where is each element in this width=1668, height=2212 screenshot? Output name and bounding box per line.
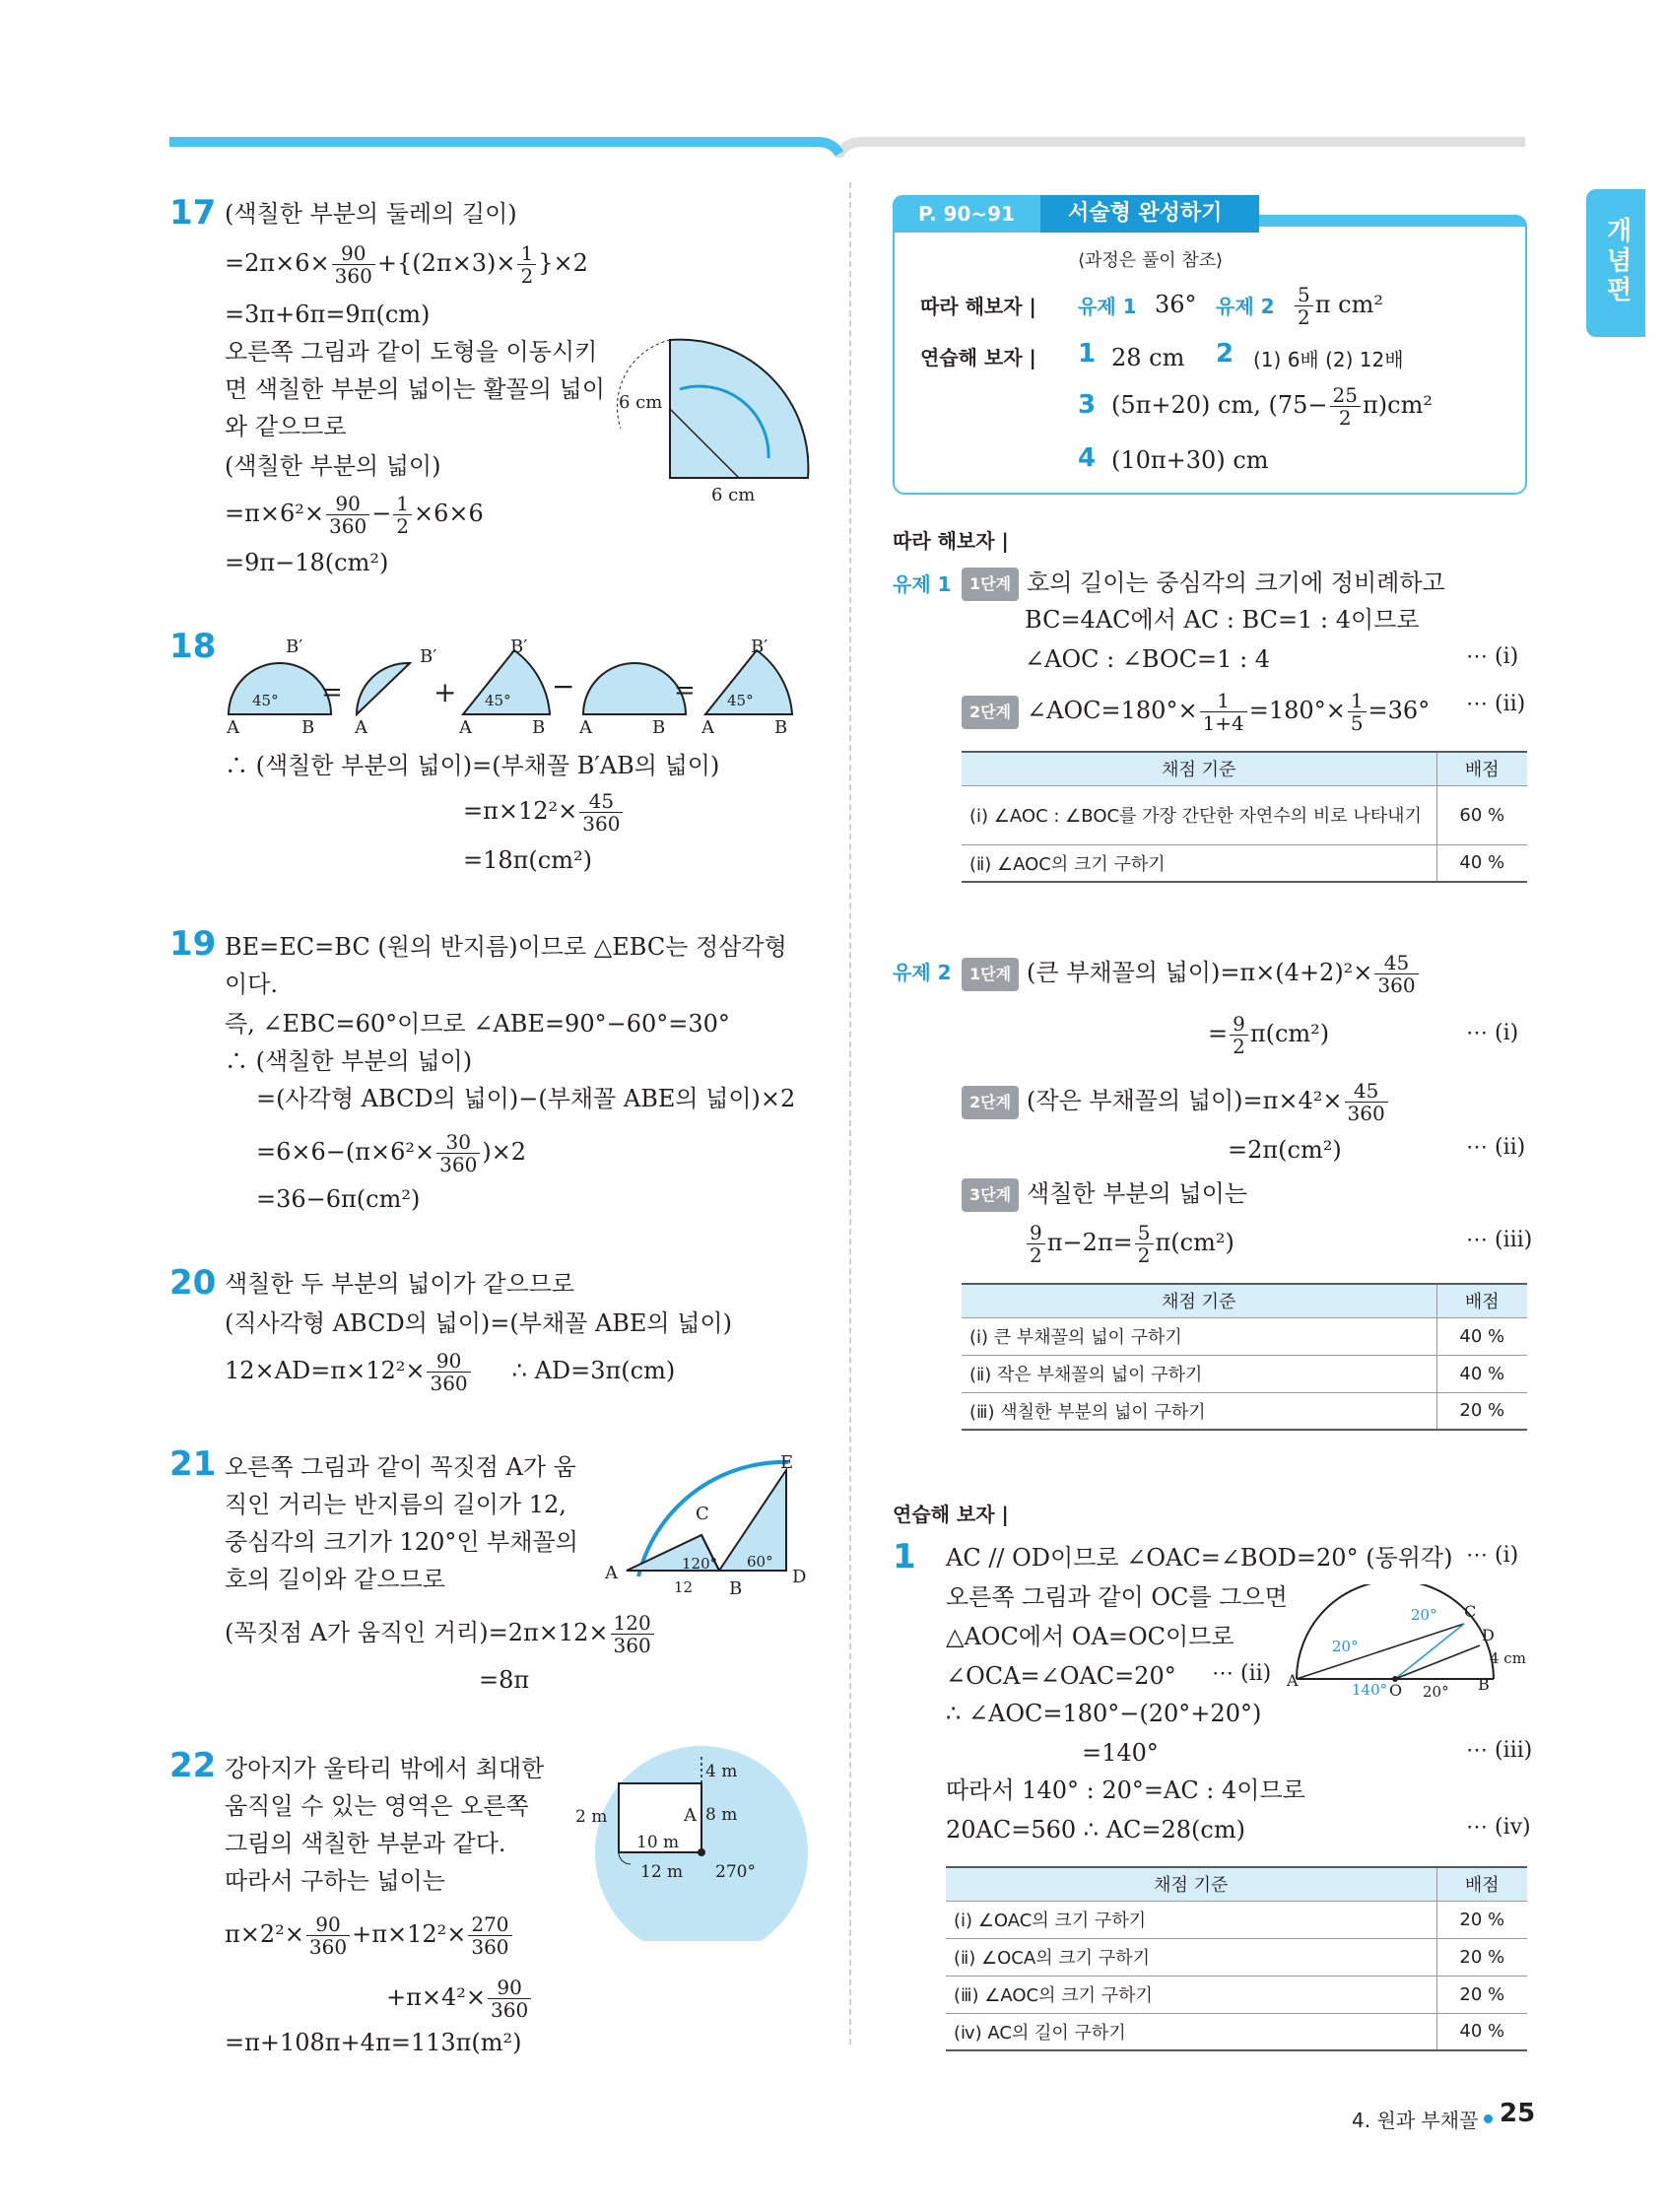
p18-fig-B3: B′ [510, 637, 528, 657]
p21-line4: 호의 길이와 같으므로 [225, 1566, 445, 1593]
follow-y1-step1-line2: BC=4AC에서 AC : BC=1 : 4이므로 [1025, 606, 1420, 634]
t3-row2: (ⅱ) ∠OCA의 크기 구하기 [946, 1938, 1436, 1976]
practice-fig-4cm: 4 cm [1490, 1649, 1526, 1667]
problem-20-number: 20 [169, 1263, 217, 1303]
p18-fig-A3: A [459, 717, 472, 738]
t2-row3-score: 20 % [1436, 1392, 1527, 1430]
footer-dot [1484, 2114, 1493, 2123]
follow-y1-step2: 2단계 ∠AOC=180°× $\frac{1}{1+4}$ =180°× $\frac{1}{5}$ =36° [962, 690, 1430, 734]
problem-19-number: 19 [169, 924, 217, 964]
t2-row3: (ⅲ) 색칠한 부분의 넓이 구하기 [962, 1392, 1436, 1430]
p21-line5: (꼭짓점 A가 움직인 거리)=2π×12× $\frac{120}{360}$ [225, 1612, 656, 1656]
t1-head-score: 배점 [1436, 752, 1527, 785]
p22-line5: π×2²× $\frac{90}{360}$ +π×12²× $\frac{270}{360}$ [225, 1913, 514, 1958]
p18-fig-A1: A [227, 717, 239, 738]
practice-line8: 20AC=560 ∴ AC=28(cm) [946, 1816, 1245, 1843]
summary-a3-value: (5π+20) cm, (75− $\frac{25}{2}$ π)cm² [1111, 383, 1433, 430]
p21-fig-B: B [729, 1578, 743, 1599]
summary-tab-bar [1259, 215, 1527, 227]
t2-row2: (ⅱ) 작은 부채꼴의 넓이 구하기 [962, 1355, 1436, 1392]
follow-mark-i: ⋯ (ⅰ) [1466, 644, 1519, 669]
practice-mark-ii: ⋯ (ⅱ) [1212, 1661, 1272, 1686]
practice-line7: 따라서 140° : 20°=AC : 4이므로 [946, 1776, 1305, 1804]
p22-line2: 움직일 수 있는 영역은 오른쪽 [225, 1792, 529, 1820]
t3-head-score: 배점 [1436, 1867, 1527, 1901]
p17-line1: (색칠한 부분의 둘레의 길이) [225, 200, 517, 228]
column-divider [849, 182, 851, 2044]
practice-line6: =140° [1082, 1739, 1159, 1767]
t1-row2: (ⅱ) ∠AOC의 크기 구하기 [962, 844, 1436, 882]
p18-fig-ang5: 45° [727, 692, 754, 709]
practice-heading: 연습해 보자 | [893, 1503, 1009, 1526]
t3-row3-score: 20 % [1436, 1976, 1527, 2013]
t3-row3: (ⅲ) ∠AOC의 크기 구하기 [946, 1976, 1436, 2013]
practice-fig-140: 140° [1352, 1681, 1388, 1699]
p21-fig-D: D [792, 1567, 807, 1587]
p17-line6: 와 같으므로 [225, 413, 347, 440]
practice-fig-D: D [1482, 1626, 1495, 1644]
p20-line3: 12×AD=π×12²× $\frac{90}{360}$ ∴ AD=3π(cm) [225, 1349, 676, 1395]
follow-y2-step2: 2단계 (작은 부채꼴의 넓이)=π×4²× $\frac{45}{360}$ [962, 1080, 1390, 1124]
practice-line5: ∴ ∠AOC=180°−(20°+20°) [946, 1700, 1262, 1727]
p17-line5: 면 색칠한 부분의 넓이는 활꼴의 넓이 [225, 375, 605, 403]
summary-a3-num: 3 [1078, 390, 1097, 420]
header-bar [0, 128, 1668, 158]
p19-line1: BE=EC=BC (원의 반지름)이므로 △EBC는 정삼각형 [225, 933, 787, 961]
p22-line3: 그림의 색칠한 부분과 같다. [225, 1830, 506, 1857]
p21-line6: =8π [479, 1666, 530, 1694]
p21-fig-ang60: 60° [747, 1553, 773, 1571]
p22-fig-A: A [684, 1805, 697, 1826]
summary-a4-value: (10π+30) cm [1111, 446, 1269, 474]
p17-line4: 오른쪽 그림과 같이 도형을 이동시키 [225, 338, 598, 366]
follow-y2-step1-result: = $\frac{9}{2}$ π(cm²) [1208, 1012, 1330, 1058]
p22-fig-4m: 4 m [705, 1762, 738, 1781]
summary-a2-value: (1) 6배 (2) 12배 [1253, 348, 1404, 371]
summary-a1-value: 28 cm [1111, 344, 1185, 371]
practice-mark-iv: ⋯ (ⅳ) [1466, 1815, 1531, 1840]
footer-chapter: 4. 원과 부채꼴 [1352, 2109, 1479, 2132]
t2-head-score: 배점 [1436, 1284, 1527, 1317]
problem-22-number: 22 [169, 1746, 217, 1785]
p22-line1: 강아지가 울타리 밖에서 최대한 [225, 1755, 545, 1782]
follow-y1-step1-line3: ∠AOC : ∠BOC=1 : 4 [1025, 645, 1271, 673]
p17-fig-label-6cm-left: 6 cm [619, 392, 663, 413]
p21-line1: 오른쪽 그림과 같이 꼭짓점 A가 움 [225, 1453, 576, 1481]
p22-fig-2m: 2 m [575, 1807, 608, 1827]
t1-head-criteria: 채점 기준 [962, 752, 1436, 785]
practice-line4: ∠OCA=∠OAC=20° [946, 1662, 1176, 1690]
p21-fig-A: A [605, 1563, 618, 1583]
p19-line6: =6×6−(π×6²× $\frac{30}{360}$ )×2 [256, 1130, 527, 1176]
t2-row1-score: 40 % [1436, 1317, 1527, 1355]
p18-fig-A4: A [579, 717, 592, 738]
p18-fig-Bp3: B [532, 717, 546, 738]
p19-line4: ∴ (색칠한 부분의 넓이) [225, 1047, 473, 1075]
practice-line1: AC // OD이므로 ∠OAC=∠BOD=20° (동위각) [946, 1544, 1453, 1572]
p19-line7: =36−6π(cm²) [256, 1185, 421, 1213]
p21-line2: 직인 거리는 반지름의 길이가 12, [225, 1491, 567, 1518]
p18-fig-Bp1: B [301, 717, 315, 738]
follow-y2-mark-i: ⋯ (ⅰ) [1466, 1021, 1519, 1045]
follow-y2-label: 유제 2 [893, 961, 952, 984]
p18-fig-eq2: = [674, 676, 696, 705]
p18-fig-Bp4: B [652, 717, 666, 738]
footer-page: 25 [1500, 2099, 1536, 2128]
practice-number: 1 [893, 1537, 916, 1576]
p20-line2: (직사각형 ABCD의 넓이)=(부채꼴 ABE의 넓이) [225, 1309, 732, 1337]
t3-row2-score: 20 % [1436, 1938, 1527, 1976]
p18-fig-Bp5: B [774, 717, 788, 738]
p20-line1: 색칠한 두 부분의 넓이가 같으므로 [225, 1270, 575, 1298]
summary-a1-num: 1 [1078, 339, 1097, 369]
practice-fig-B: B [1478, 1675, 1490, 1694]
practice-fig-20a: 20° [1411, 1606, 1437, 1624]
follow-y2-step3-result: $\frac{9}{2}$ π−2π= $\frac{5}{2}$ π(cm²) [1025, 1222, 1234, 1266]
practice-fig-20b: 20° [1332, 1638, 1359, 1655]
practice-fig-20c: 20° [1423, 1683, 1449, 1701]
p19-line5: =(사각형 ABCD의 넓이)−(부채꼴 ABE의 넓이)×2 [256, 1085, 796, 1112]
summary-note: ⟨과정은 풀이 참조⟩ [1078, 250, 1224, 271]
p18-line3: =18π(cm²) [463, 846, 592, 874]
summary-follow-label: 따라 해보자 | [920, 295, 1036, 318]
summary-practice-label: 연습해 보자 | [920, 346, 1036, 369]
p21-fig-E: E [780, 1452, 794, 1473]
t2-row2-score: 40 % [1436, 1355, 1527, 1392]
p22-line4: 따라서 구하는 넓이는 [225, 1867, 445, 1895]
p18-fig-plus: + [434, 676, 457, 708]
scoring-table-1 [962, 751, 1527, 883]
p22-fig-8m: 8 m [705, 1805, 738, 1825]
p17-figure [611, 330, 828, 507]
t1-row1-score: 60 % [1436, 785, 1527, 844]
p22-fig-10m: 10 m [636, 1833, 680, 1852]
p21-fig-12: 12 [674, 1578, 694, 1596]
p18-fig-ang3: 45° [485, 692, 511, 709]
p22-fig-270: 270° [715, 1862, 756, 1882]
scoring-table-3 [946, 1866, 1527, 2051]
p17-line8: =π×6²× $\frac{90}{360}$ − $\frac{1}{2}$ ×6×6 [225, 492, 484, 538]
practice-figure [1287, 1584, 1503, 1693]
t3-row1: (ⅰ) ∠OAC의 크기 구하기 [946, 1901, 1436, 1938]
practice-mark-iii: ⋯ (ⅲ) [1466, 1738, 1533, 1763]
practice-fig-C: C [1464, 1602, 1477, 1621]
problem-17-number: 17 [169, 193, 217, 233]
p18-fig-B2: B′ [420, 646, 437, 667]
p17-line2: =2π×6× $\frac{90}{360}$ +{(2π×3)× $\frac{1}{2}$ }×2 [225, 241, 588, 288]
follow-y2-mark-ii: ⋯ (ⅱ) [1466, 1135, 1526, 1160]
follow-mark-ii: ⋯ (ⅱ) [1466, 692, 1526, 716]
summary-yj1-label: 유제 1 [1078, 295, 1137, 318]
problem-18-number: 18 [169, 627, 217, 666]
t1-row1: (ⅰ) ∠AOC : ∠BOC를 가장 간단한 자연수의 비로 나타내기 [962, 785, 1436, 844]
practice-mark-i: ⋯ (ⅰ) [1466, 1543, 1519, 1568]
follow-y2-mark-iii: ⋯ (ⅲ) [1466, 1228, 1533, 1252]
p18-fig-minus: − [552, 670, 575, 703]
p22-fig-12m: 12 m [640, 1862, 684, 1882]
summary-yj1-value: 36° [1155, 291, 1197, 318]
p17-line7: (색칠한 부분의 넓이) [225, 452, 441, 480]
p18-fig-B1: B′ [286, 637, 303, 657]
t2-head-criteria: 채점 기준 [962, 1284, 1436, 1317]
practice-fig-A: A [1287, 1671, 1299, 1690]
p17-fig-label-6cm-bottom: 6 cm [711, 485, 756, 505]
t3-row4: (ⅳ) AC의 길이 구하기 [946, 2013, 1436, 2050]
p22-line7: =π+108π+4π=113π(m²) [225, 2029, 522, 2056]
p18-fig-eq: = [321, 678, 343, 707]
summary-a4-num: 4 [1078, 443, 1097, 473]
p18-fig-B5: B′ [751, 637, 768, 657]
side-tab-label: 개념편 [1602, 217, 1632, 305]
p17-line3: =3π+6π=9π(cm) [225, 301, 431, 328]
t3-row4-score: 40 % [1436, 2013, 1527, 2050]
follow-y2-step3: 3단계 색칠한 부분의 넓이는 [962, 1178, 1247, 1212]
follow-y2-step2-result: =2π(cm²) [1228, 1136, 1342, 1164]
summary-tab-title: 서술형 완성하기 [1040, 195, 1259, 233]
follow-y2-step1: 1단계 (큰 부채꼴의 넓이)=π×(4+2)²× $\frac{45}{360}$ [962, 952, 1421, 996]
summary-a2-num: 2 [1216, 339, 1234, 369]
summary-yj2-label: 유제 2 [1216, 295, 1275, 318]
p18-line2: =π×12²× $\frac{45}{360}$ [463, 790, 625, 835]
p17-line9: =9π−18(cm²) [225, 549, 389, 576]
t2-row1: (ⅰ) 큰 부채꼴의 넓이 구하기 [962, 1317, 1436, 1355]
p21-fig-ang120: 120° [682, 1555, 718, 1573]
follow-heading: 따라 해보자 | [893, 529, 1009, 553]
follow-y1-label: 유제 1 [893, 572, 952, 596]
t3-head-criteria: 채점 기준 [946, 1867, 1436, 1901]
p19-line2: 이다. [225, 971, 278, 998]
p18-line1: ∴ (색칠한 부분의 넓이)=(부채꼴 B′AB의 넓이) [225, 752, 720, 779]
p22-line6: +π×4²× $\frac{90}{360}$ [386, 1977, 533, 2021]
t1-row2-score: 40 % [1436, 844, 1527, 882]
scoring-table-2 [962, 1283, 1527, 1431]
p21-line3: 중심각의 크기가 120°인 부채꼴의 [225, 1528, 578, 1556]
t3-row1-score: 20 % [1436, 1901, 1527, 1938]
p22-figure [591, 1744, 818, 1941]
follow-y1-step1: 1단계 호의 길이는 중심각의 크기에 정비례하고 [962, 568, 1445, 601]
p19-line3: 즉, ∠EBC=60°이므로 ∠ABE=90°−60°=30° [225, 1010, 730, 1038]
practice-line3: △AOC에서 OA=OC이므로 [946, 1623, 1234, 1650]
problem-21-number: 21 [169, 1444, 217, 1484]
practice-line2: 오른쪽 그림과 같이 OC를 그으면 [946, 1583, 1288, 1611]
p18-fig-ang1: 45° [252, 692, 279, 709]
summary-yj2-value: $\frac{5}{2}$ π cm² [1293, 284, 1383, 328]
practice-fig-O: O [1389, 1681, 1403, 1700]
p21-fig-C: C [696, 1504, 709, 1524]
p18-fig-A2: A [355, 717, 367, 738]
summary-tab-page: P. 90~91 [893, 195, 1040, 233]
p18-fig-A5: A [701, 717, 714, 738]
